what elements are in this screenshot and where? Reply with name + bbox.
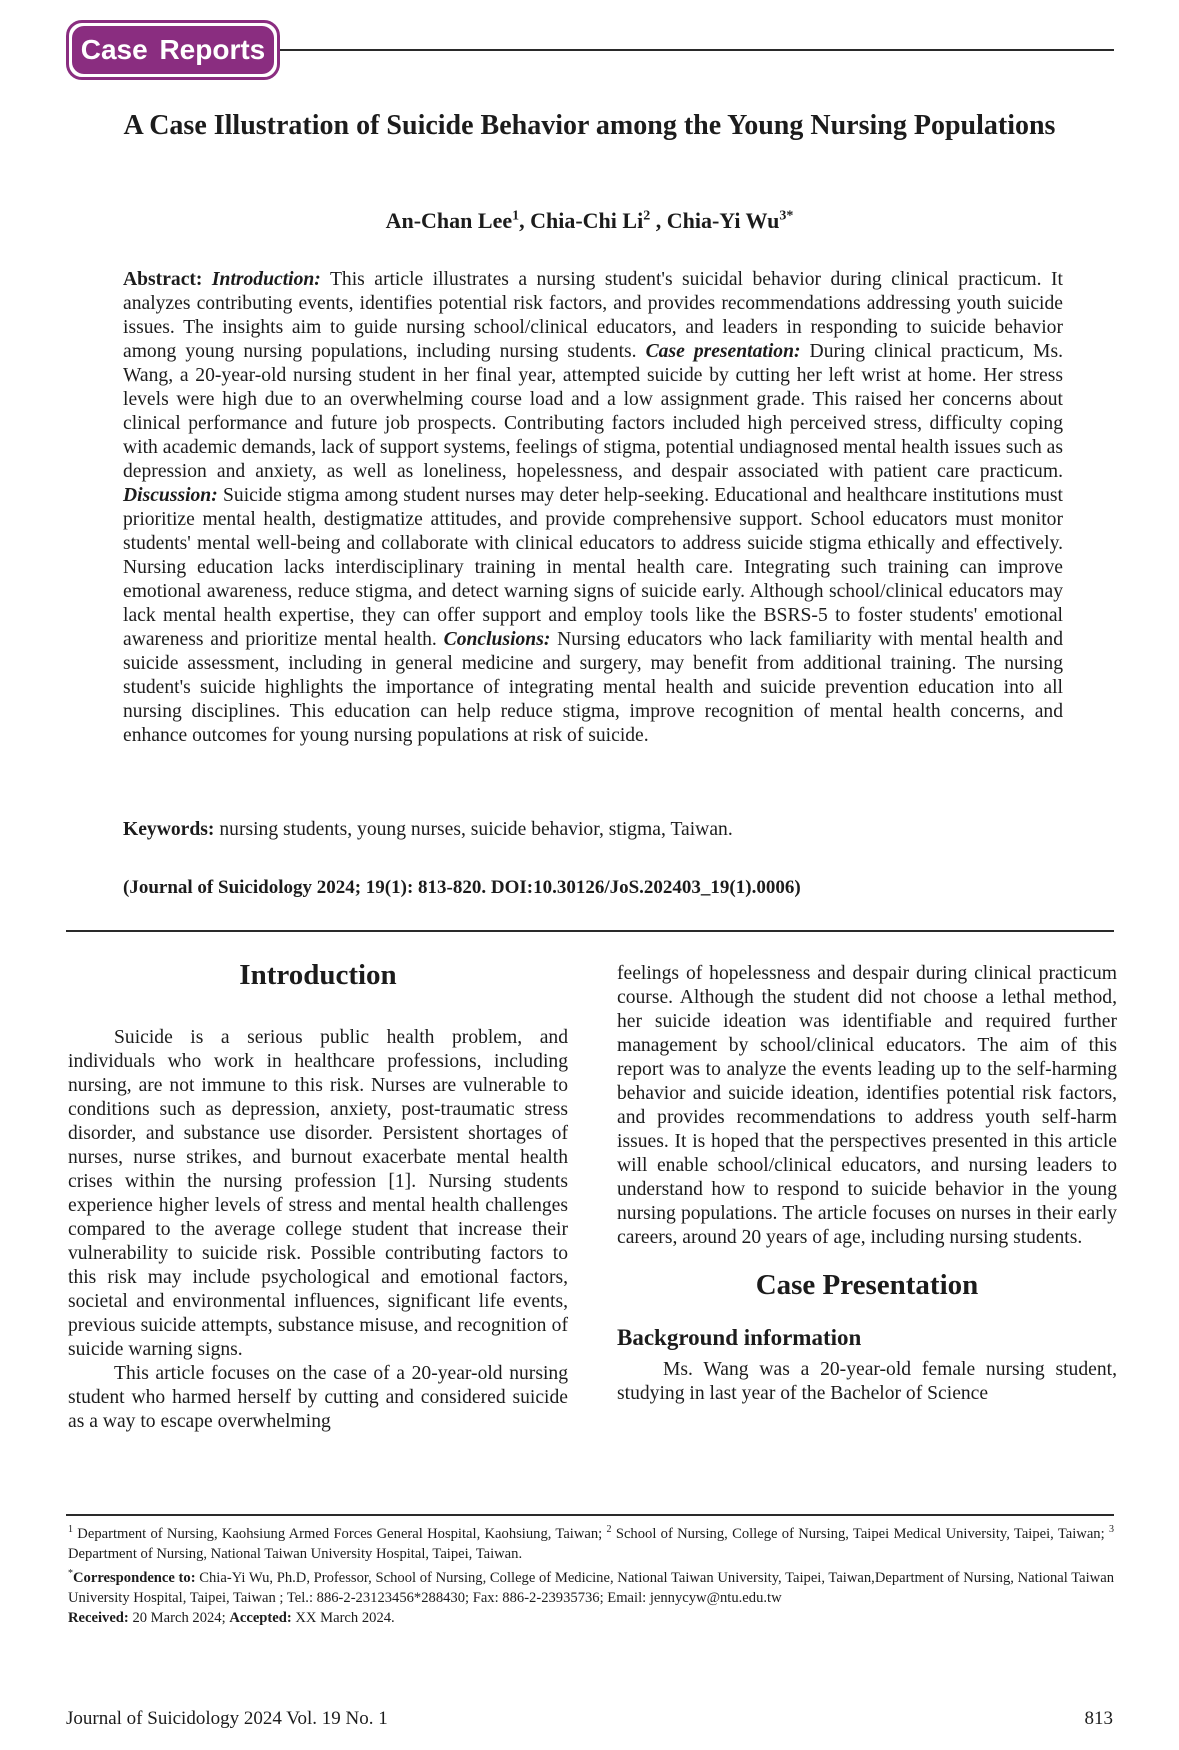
abstract-intro-text: This article illustrates a nursing student's suicidal behavior during clinical practicum. It analyzes contributing events, identifies potential risk factors, and provides recommendations addressing youth suicide issues. The insights aim to guide nursing school/clinical educators, and leaders in responding to suicide behavior among young nursing populations, including nursing students. (123, 269, 1063, 362)
abstract-case-text: During clinical practicum, Ms. Wang, a 20-year-old nursing student in her final year, attempted suicide by cutting her left wrist at home. Her stress levels were high due to an overwhelming course load and a low assignment grade. This raised her concerns about clinical performance and future job prospects. Contributing factors included high perceived stress, difficulty coping with academic demands, lack of support systems, feelings of stigma, potential undiagnosed mental health issues such as depression and anxiety, as well as loneliness, hopelessness, and despair associated with patient care practicum. (123, 341, 1063, 482)
footnote-divider (66, 1514, 1114, 1516)
case-paragraph: Ms. Wang was a 20-year-old female nursing student, studying in last year of the Bachelor of Science (617, 1359, 1117, 1404)
author-affiliation-mark: 3* (779, 208, 794, 224)
introduction-paragraph: Suicide is a serious public health problem, and individuals who work in healthcare professions, including nursing, are not immune to this risk. Nurses are vulnerable to conditions such as depression, anxiety, post-traumatic stress disorder, and substance use disorder. Persistent shortages of nurses, nurse strikes, and burnout exacerbate mental health crises within the nursing profession [1]. Nursing students experience higher levels of stress and mental health challenges compared to the average college student that increase their vulnerability to suicide risk. Possible contributing factors to this risk may include psychological and emotional factors, societal and environmental influences, significant life events, previous suicide attempts, substance misuse, and recognition of suicide warning signs. (68, 1027, 568, 1360)
abstract-divider (66, 930, 1114, 932)
received-label: Received: (68, 1609, 129, 1626)
abstract-case-label: Case presentation: (645, 341, 801, 362)
correspondence-text: Chia-Yi Wu, Ph.D, Professor, School of Nursing, College of Medicine, National Taiwan University, Taipei, Taiwan,Department of Nursing, National Taiwan University Hospital, Taipei, Taiwan ; Tel.: 886-2-23123456*288430; Fax: 886-2-23935736; Email: jennycyw@ntu.edu.tw (68, 1569, 1114, 1606)
affiliation-mark: 2 (606, 1524, 612, 1535)
case-presentation-heading: Case Presentation (755, 1269, 979, 1301)
keywords-label: Keywords: (123, 819, 215, 840)
accepted-date: XX March 2024. (295, 1609, 395, 1626)
introduction-paragraph-continued: feelings of hopelessness and despair during clinical practicum course. Although the student did not choose a lethal method, her suicide ideation was identifiable and required further management by school/clinical educators. The aim of this report was to analyze the events leading up to the self-harming behavior and suicide ideation, identifies potential risk factors, and provides recommendations to address youth self-harm issues. It is hoped that the perspectives presented in this article will enable school/clinical educators, and nursing leaders to understand how to respond to suicide behavior in the young nursing populations. The article focuses on nurses in their early careers, around 20 years of age, including nursing students. (617, 963, 1117, 1248)
received-accepted (68, 1608, 1114, 1628)
accepted-label: Accepted: (229, 1609, 292, 1626)
author-separator: , (650, 208, 667, 233)
section-badge (66, 20, 280, 80)
header-rule (280, 49, 1114, 51)
abstract-conclusions-label: Conclusions: (443, 629, 551, 650)
background-subheading: Background information (617, 1325, 862, 1350)
affiliation-text: Department of Nursing, National Taiwan University Hospital, Taipei, Taiwan. (68, 1545, 523, 1562)
author-name: An-Chan Lee (385, 208, 513, 233)
affiliation-text: School of Nursing, College of Nursing, Taipei Medical University, Taipei, Taiwan; (615, 1525, 1105, 1542)
abstract (123, 268, 1063, 748)
author-affiliation-mark: 2 (643, 208, 651, 224)
section-badge-label: Case Reports (72, 26, 274, 74)
abstract-discussion-label: Discussion: (123, 485, 218, 506)
page-number: 813 (1084, 1708, 1113, 1729)
correspondence (68, 1564, 1114, 1608)
journal-citation: (Journal of Suicidology 2024; 19(1): 813-820. DOI:10.30126/JoS.202403_19(1).0006) (123, 877, 801, 898)
abstract-conclusions-text: Nursing educators who lack familiarity with mental health and suicide assessment, including in general medicine and surgery, may benefit from additional training. The nursing student's suicide highlights the importance of integrating mental health and suicide prevention education into all nursing disciplines. This education can help reduce stigma, improve recognition of mental health concerns, and enhance outcomes for young nursing populations at risk of suicide. (123, 629, 1064, 746)
affiliation-mark: 1 (68, 1524, 73, 1535)
author-name: Chia-Chi Li (530, 208, 644, 233)
abstract-label: Abstract: (123, 269, 203, 290)
left-column (68, 958, 568, 1434)
author-affiliation-mark: 1 (512, 208, 520, 224)
keywords-text: nursing students, young nurses, suicide behavior, stigma, Taiwan. (219, 819, 733, 840)
affiliation-mark: 3 (1108, 1524, 1114, 1535)
correspondence-mark: * (68, 1567, 73, 1579)
introduction-paragraph: This article focuses on the case of a 20-year-old nursing student who harmed herself by cutting and considered suicide as a way to escape overwhelming (68, 1363, 568, 1432)
author-separator: , (519, 208, 531, 233)
article-title: A Case Illustration of Suicide Behavior among the Young Nursing Populations (123, 110, 1056, 141)
abstract-intro-label: Introduction: (211, 269, 321, 290)
right-column (617, 962, 1117, 1406)
footer-journal: Journal of Suicidology 2024 Vol. 19 No. 1 (66, 1708, 388, 1729)
author-list (60, 208, 1119, 234)
abstract-discussion-text: Suicide stigma among student nurses may deter help-seeking. Educational and healthcare institutions must prioritize mental health, destigmatize attitudes, and provide comprehensive support. School educators must monitor students' mental well-being and collaborate with clinical educators to address suicide stigma ethically and effectively. Nursing education lacks interdisciplinary training in mental health care. Integrating such training can improve emotional awareness, reduce stigma, and detect warning signs of suicide early. Although school/clinical educators may lack mental health expertise, they can offer support and employ tools like the BSRS-5 to foster students' emotional awareness and prioritize mental health. (123, 485, 1063, 650)
author-name: Chia-Yi Wu (666, 208, 780, 233)
keywords (123, 818, 1063, 842)
footnotes (68, 1520, 1114, 1628)
received-date: 20 March 2024; (132, 1609, 226, 1626)
correspondence-label: Correspondence to: (73, 1569, 196, 1586)
affiliations (68, 1520, 1114, 1564)
affiliation-text: Department of Nursing, Kaohsiung Armed Forces General Hospital, Kaohsiung, Taiwan; (77, 1525, 603, 1542)
introduction-heading: Introduction (239, 959, 397, 991)
